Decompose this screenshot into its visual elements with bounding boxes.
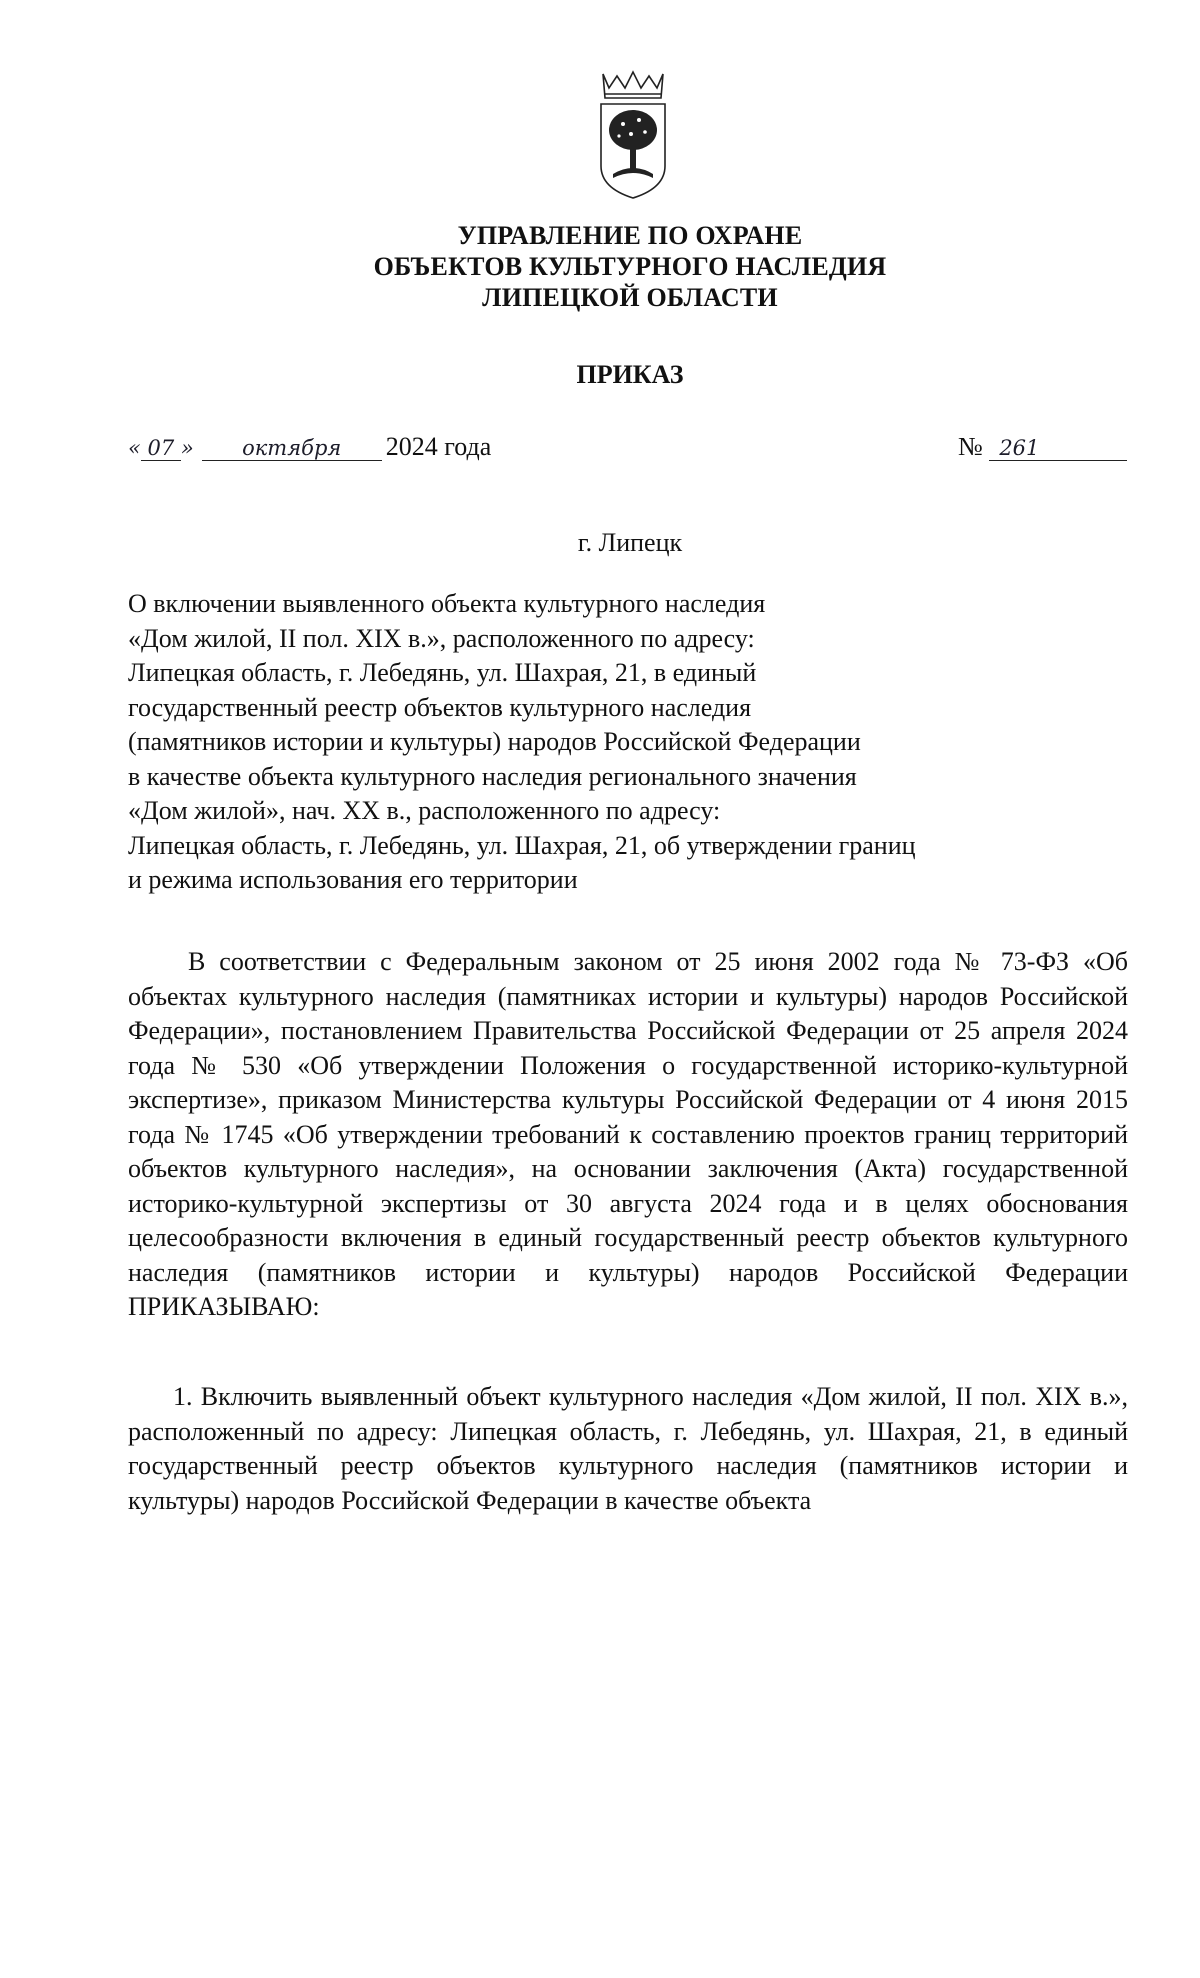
number-value: 261 [989,436,1127,461]
order-number [958,432,1127,462]
subject-line: и режима использования его территории [128,865,578,894]
city: г. Липецк [577,528,683,557]
agency-line: УПРАВЛЕНИЕ ПО ОХРАНЕ [457,221,803,250]
agency-line: ЛИПЕЦКОЙ ОБЛАСТИ [482,283,778,312]
agency-line: ОБЪЕКТОВ КУЛЬТУРНОГО НАСЛЕДИЯ [373,252,887,281]
order-subject [128,587,916,898]
subject-line: государственный реестр объектов культурного наследия [128,692,752,722]
order-date [128,432,491,462]
subject-line: Липецкая область, г. Лебедянь, ул. Шахрая, 21, об утверждении границ [128,830,916,860]
date-month: октября [202,436,382,461]
subject-line: «Дом жилой», нач. XX в., расположенного по адресу: [128,796,721,825]
date-year: 2024 года [385,432,492,461]
subject-line: (памятников истории и культуры) народов Российской Федерации [128,727,861,756]
subject-line: Липецкая область, г. Лебедянь, ул. Шахрая, 21, в единый [128,658,757,687]
lipetsk-coat-of-arms-icon [595,70,671,204]
number-label: № [958,432,983,461]
order-item-1: 1. Включить выявленный объект культурного наследия «Дом жилой, II пол. XIX в.», расположенный по адресу: Липецкая область, г. Лебедянь, ул. Шахрая, 21, в единый государственный реестр объектов культурного наследия (памятников истории и культуры) народов Российской Федерации в качестве объекта [128,1382,1128,1515]
subject-line: в качестве объекта культурного наследия регионального значения [128,761,857,791]
date-close-quote: » [180,436,194,460]
date-day: 07 [141,436,181,461]
subject-line: «Дом жилой, II пол. XIX в.», расположенного по адресу: [128,623,755,653]
subject-line: О включении выявленного объекта культурного наследия [128,589,766,618]
agency-name [0,220,1200,313]
date-open-quote: « [128,436,141,460]
document-type: ПРИКАЗ [576,360,684,389]
preamble-paragraph: В соответствии с Федеральным законом от 25 июня 2002 года № 73-ФЗ «Об объектах культурного наследия (памятниках истории и культуры) народов Российской Федерации», постановлением Правительства Российской Федерации от 25 апреля 2024 года № 530 «Об утверждении Положения о государственной историко-культурной экспертизе», приказом Министерства культуры Российской Федерации от 4 июня 2015 года № 1745 «Об утверждении требований к составлению проектов границ территорий объектов культурного наследия», на основании заключения (Акта) государственной историко-культурной экспертизы от 30 августа 2024 года и в целях обоснования целесообразности включения в единый государственный реестр объектов культурного наследия (памятников истории и культуры) народов Российской Федерации ПРИКАЗЫВАЮ: [128,947,1128,1321]
